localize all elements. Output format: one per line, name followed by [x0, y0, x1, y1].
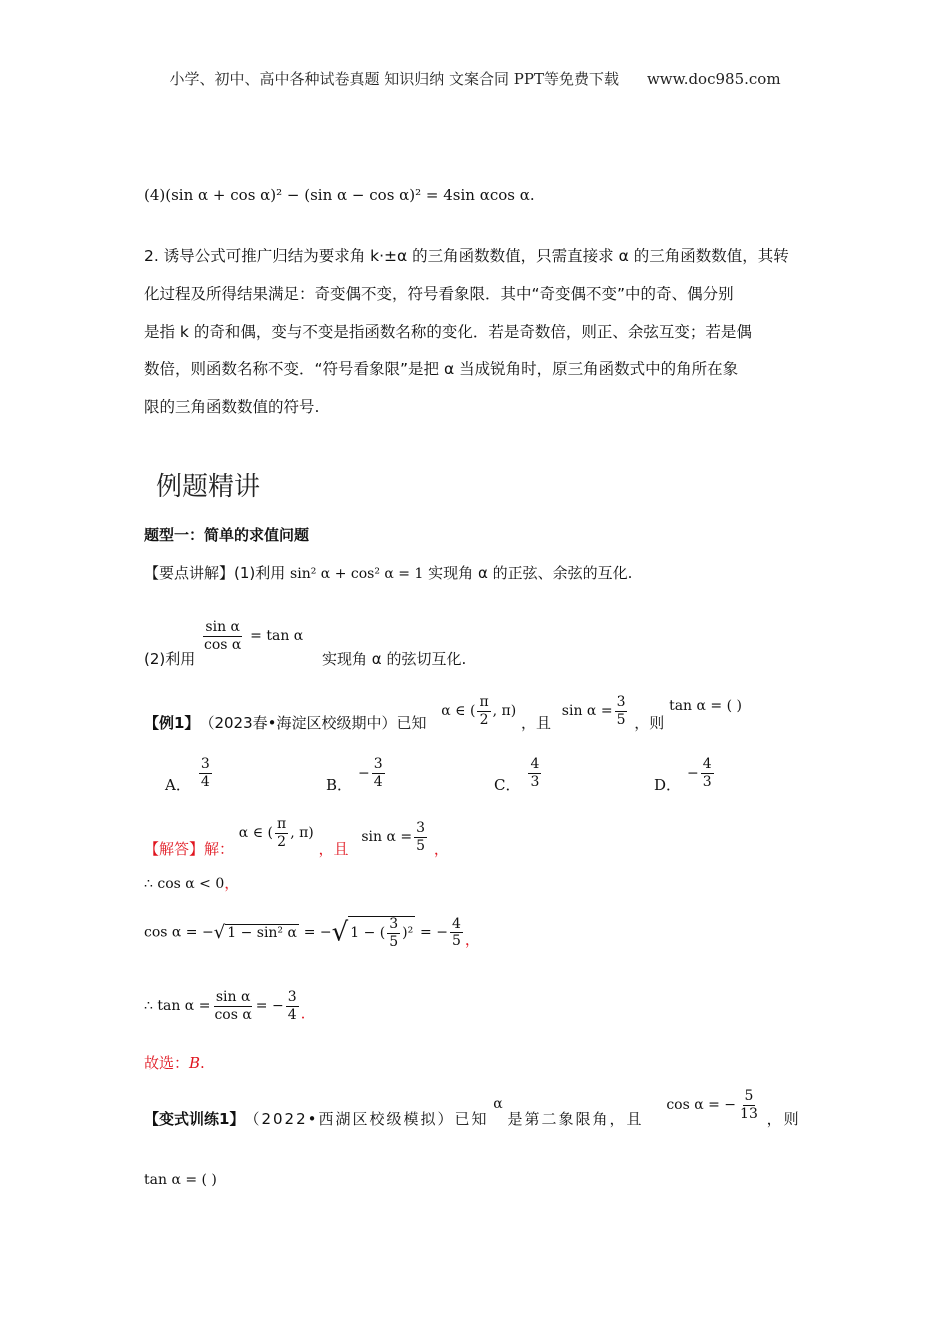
variant-1-ask: tan α = ( ): [144, 1172, 217, 1188]
type-title: 题型一：简单的求值问题: [144, 526, 310, 544]
solution-step-3: [144, 990, 305, 1022]
variant-1-text-b: 是第二象限角，且: [507, 1110, 644, 1128]
fraction-denominator: cos α: [204, 636, 242, 653]
solution-cond-1: α ∈ ( $\frac{\pi}{2}$ , π): [238, 816, 314, 850]
example-1-and: ，且: [521, 714, 552, 732]
step2-comma: ，: [464, 930, 480, 949]
point2-line-4: 数倍，则函数名称不变．“符号看象限”是把 α 当成锐角时，原三角函数式中的角所在象: [144, 360, 739, 378]
example-1-stem: [144, 690, 742, 733]
page-header: [0, 68, 950, 89]
solution-comma: ，: [433, 840, 449, 858]
choice-c-label: C．: [494, 776, 521, 794]
step2-radicand-2: 1 − ( $\frac{3}{5}$ )²: [350, 916, 414, 950]
point2-line-3: 是指 k 的奇和偶，变与不变是指函数名称的变化．若是奇数倍，则正、余弦互变；若是偶: [144, 323, 752, 341]
example-1-question: tan α = ( ): [669, 697, 742, 714]
choice-d-label: D．: [654, 776, 682, 794]
solution-label: 【解答】解：: [144, 840, 235, 858]
variant-1-stem: [144, 1082, 808, 1129]
choice-c[interactable]: [494, 752, 543, 795]
step2-eq-2: = −: [420, 924, 448, 941]
fraction-numerator: sin α: [205, 619, 240, 635]
example-1-label: 【例1】: [144, 714, 200, 732]
answer-period: .: [200, 1054, 205, 1072]
point2-line-5: 限的三角函数数值的符号.: [144, 398, 320, 416]
choice-a[interactable]: [165, 752, 214, 795]
step3-result-fraction: $\frac{3}{4}$: [287, 989, 297, 1023]
tan-rhs: = tan α: [250, 628, 304, 645]
step2-eq: = −: [303, 924, 332, 941]
choice-b[interactable]: B．− $\frac{3}{4}$: [326, 752, 387, 795]
key-point-1-prefix: (1)利用: [234, 564, 286, 582]
step3-sin-cos-fraction: $\frac{\text{sin α}}{\text{cos α}}$: [214, 989, 252, 1023]
choice-a-label: A．: [165, 776, 191, 794]
example-1-cond-1: α ∈ ( $\frac{\pi}{2}$ , π): [441, 694, 517, 728]
choice-b-label: B．: [326, 776, 353, 794]
header-site-link[interactable]: www.doc985.com: [646, 70, 781, 88]
key-point-1-suffix: 实现角 α 的正弦、余弦的互化.: [428, 564, 633, 582]
solution-step-1-comma: ，: [224, 874, 240, 892]
variant-1-cond: cos α = − $\frac{5}{13}$: [666, 1088, 758, 1122]
variant-1-question: [144, 1170, 217, 1188]
solution-step-2: cos α = −√ 1 − sin² α = −√ 1 − ( $\frac{3}{5}$ )² = − $\frac{4}{5}$ ，: [144, 915, 480, 950]
answer-value: B: [189, 1054, 201, 1072]
variant-1-alpha: α: [493, 1095, 503, 1112]
choice-a-fraction: $\frac{3}{4}$: [200, 756, 210, 790]
step2-result-fraction: $\frac{4}{5}$: [451, 915, 461, 950]
key-points-label: 【要点讲解】: [144, 564, 235, 582]
solution-line-1: [144, 816, 449, 859]
header-text: 小学、初中、高中各种试卷真题 知识归纳 文案合同 PPT等免费下载: [169, 70, 619, 88]
sin-over-cos-fraction: [202, 620, 243, 652]
key-point-2-prefix: (2)利用: [144, 650, 196, 668]
solution-step-1: [144, 872, 239, 893]
point2-line-1: 2. 诱导公式可推广归结为要求角 k·±α 的三角函数数值，只需直接求 α 的三角函数数值，其转: [144, 247, 789, 265]
step3-eq: = −: [255, 998, 284, 1015]
step3-lhs: ∴ tan α =: [144, 998, 211, 1015]
point2-line-2: 化过程及所得结果满足：奇变偶不变，符号看象限．其中“奇变偶不变”中的奇、偶分别: [144, 285, 734, 303]
example-1-cond-2: sin α = $\frac{3}{5}$: [561, 694, 626, 728]
key-point-2-suffix: 实现角 α 的弦切互化.: [322, 650, 467, 668]
choice-d[interactable]: D．− $\frac{4}{3}$: [654, 752, 716, 795]
cos-negative: ∴ cos α < 0: [144, 876, 225, 892]
choice-d-fraction: $\frac{4}{3}$: [702, 756, 712, 790]
variant-1-text-c: ，则: [766, 1110, 801, 1128]
step2-radicand: 1 − sin² α: [227, 924, 297, 941]
key-point-2: [144, 620, 466, 669]
formula-4: (4)(sin α + cos α)² − (sin α − cos α)² = 4sin αcos α.: [144, 186, 535, 204]
choice-c-fraction: $\frac{4}{3}$: [530, 756, 540, 790]
key-point-1: [144, 562, 632, 583]
solution-answer: [144, 1052, 205, 1073]
step2-lhs: cos α = −: [144, 924, 214, 941]
example-1-source: （2023春•海淀区校级期中）已知: [199, 714, 427, 732]
solution-cond-2: sin α = $\frac{3}{5}$: [361, 820, 426, 854]
identity-formula: sin² α + cos² α = 1: [290, 566, 424, 582]
section-title: 例题精讲: [156, 472, 261, 502]
variant-1-text-a: （2022•西湖区校级模拟）已知: [244, 1110, 489, 1128]
choice-b-fraction: $\frac{3}{4}$: [373, 756, 383, 790]
example-1-then: ，则: [634, 714, 665, 732]
variant-1-label: 【变式训练1】: [144, 1110, 245, 1128]
step3-period: .: [300, 1004, 306, 1023]
answer-label: 故选：: [144, 1054, 190, 1072]
solution-and: ，且: [318, 840, 349, 858]
